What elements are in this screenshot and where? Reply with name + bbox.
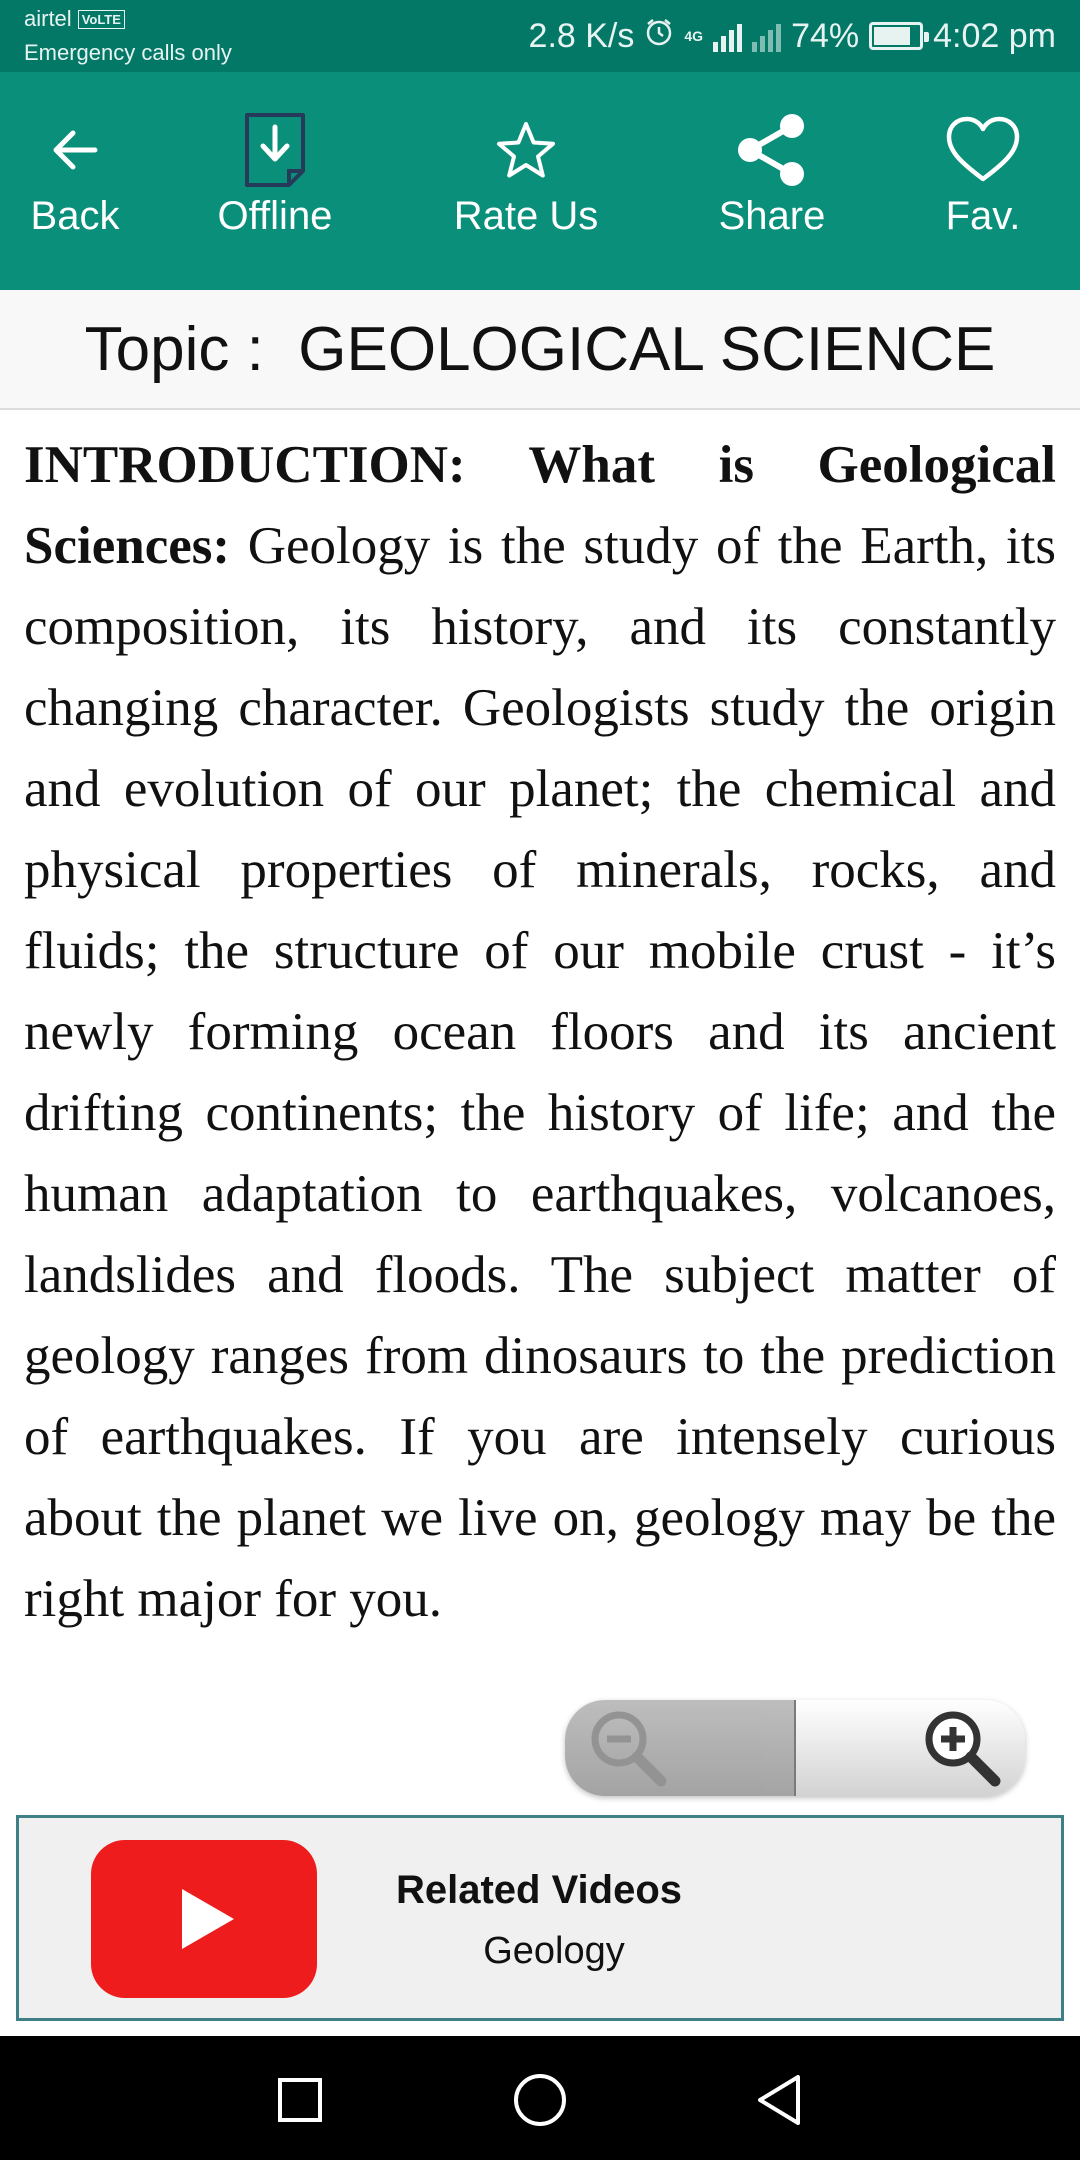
share-label: Share xyxy=(718,194,826,238)
status-indicators xyxy=(529,14,1056,58)
related-videos-banner[interactable] xyxy=(16,1815,1064,2021)
recent-apps-button[interactable] xyxy=(260,2060,340,2140)
nav-back-button[interactable] xyxy=(740,2060,820,2140)
page-title: Topic : GEOLOGICAL SCIENCE xyxy=(84,314,996,384)
article-body: Geology is the study of the Earth, its composition, its history, and its constantly changing character. Geologists study the origin and evolution of our planet; the chemical and physical properties of minerals, rocks, and fluids; the structure of our mobile crust - it’s newly forming ocean floors and its ancient drifting continents; the history of life; and the human adaptation to earthquakes, volcanoes, landslides and floods. The subject matter of geology ranges from dinosaurs to the prediction of earthquakes. If you are intensely curious about the planet we live on, geology may be the right major for you. xyxy=(24,517,1056,1628)
square-icon xyxy=(275,2075,325,2125)
triangle-back-icon xyxy=(752,2072,808,2128)
article-text xyxy=(24,425,1056,1640)
zoom-in-icon xyxy=(917,1703,1007,1793)
topic-header xyxy=(0,290,1080,410)
arrow-left-icon xyxy=(35,110,115,190)
carrier-name: airtel xyxy=(24,6,72,31)
status-bar xyxy=(0,0,1080,72)
back-button[interactable] xyxy=(0,110,165,260)
zoom-control xyxy=(565,1700,1025,1796)
related-videos-title: Related Videos xyxy=(395,1868,683,1912)
toolbar xyxy=(0,72,1080,290)
network-speed: 2.8 K/s xyxy=(528,16,635,55)
signal-empty-icon xyxy=(752,20,781,52)
download-document-icon xyxy=(235,110,315,190)
zoom-out-button[interactable] xyxy=(565,1700,794,1796)
network-type: 4G xyxy=(684,28,704,44)
carrier-info xyxy=(24,6,125,32)
zoom-in-button[interactable] xyxy=(796,1700,1025,1796)
back-label: Back xyxy=(30,194,120,238)
rate-us-button[interactable] xyxy=(436,110,616,260)
article-container[interactable] xyxy=(24,425,1056,1810)
zoom-out-icon xyxy=(583,1703,673,1793)
home-button[interactable] xyxy=(500,2060,580,2140)
heart-icon xyxy=(943,110,1023,190)
youtube-icon xyxy=(91,1840,317,1998)
signal-strength-icon xyxy=(713,20,742,52)
fav-label: Fav. xyxy=(945,194,1021,238)
rate-us-label: Rate Us xyxy=(453,194,599,238)
volte-badge: VoLTE xyxy=(78,10,125,29)
circle-icon xyxy=(510,2070,570,2130)
related-videos-subtitle: Geology xyxy=(483,1930,625,1972)
share-icon xyxy=(732,110,812,190)
battery-percent: 74% xyxy=(791,16,860,55)
emergency-text: Emergency calls only xyxy=(24,40,232,65)
system-nav-bar xyxy=(0,2036,1080,2160)
offline-button[interactable] xyxy=(185,110,365,260)
offline-label: Offline xyxy=(217,194,333,238)
article-heading: INTRODUCTION: What is Geological Sciences: xyxy=(24,436,1056,575)
clock: 4:02 pm xyxy=(933,16,1056,55)
battery-icon xyxy=(869,22,923,50)
alarm-icon xyxy=(644,17,674,56)
favorite-button[interactable] xyxy=(893,110,1073,260)
share-button[interactable] xyxy=(682,110,862,260)
star-icon xyxy=(486,110,566,190)
